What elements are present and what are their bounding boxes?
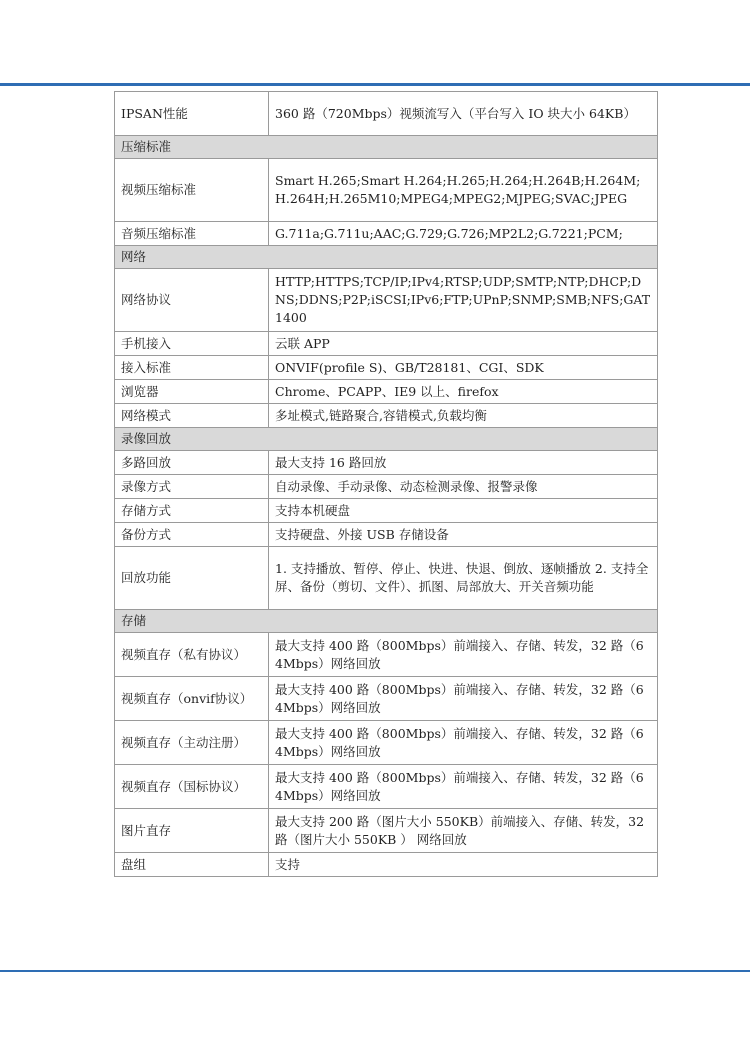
spec-table bbox=[114, 91, 658, 877]
spec-value: 最大支持 400 路（800Mbps）前端接入、存储、转发，32 路（64Mbps）网络回放 bbox=[269, 633, 658, 677]
spec-value: 支持 bbox=[269, 853, 658, 877]
section-title: 录像回放 bbox=[115, 428, 658, 451]
spec-value: G.711a;G.711u;AAC;G.729;G.726;MP2L2;G.7221;PCM; bbox=[269, 222, 658, 246]
section-title: 网络 bbox=[115, 246, 658, 269]
spec-row bbox=[115, 404, 658, 428]
spec-value: 最大支持 400 路（800Mbps）前端接入、存储、转发，32 路（64Mbps）网络回放 bbox=[269, 677, 658, 721]
spec-row bbox=[115, 633, 658, 677]
spec-key: 图片直存 bbox=[115, 809, 269, 853]
spec-value: 最大支持 16 路回放 bbox=[269, 451, 658, 475]
spec-row bbox=[115, 853, 658, 877]
spec-value: 支持硬盘、外接 USB 存储设备 bbox=[269, 523, 658, 547]
spec-row bbox=[115, 677, 658, 721]
spec-value: 最大支持 200 路（图片大小 550KB）前端接入、存储、转发，32 路（图片大小 550KB ） 网络回放 bbox=[269, 809, 658, 853]
spec-row bbox=[115, 380, 658, 404]
spec-value: 多址模式,链路聚合,容错模式,负载均衡 bbox=[269, 404, 658, 428]
footer-rule bbox=[0, 970, 750, 972]
section-row bbox=[115, 610, 658, 633]
spec-value: ONVIF(profile S)、GB/T28181、CGI、SDK bbox=[269, 356, 658, 380]
spec-value: Smart H.265;Smart H.264;H.265;H.264;H.264B;H.264M;H.264H;H.265M10;MPEG4;MPEG2;MJPEG;SVAC;JPEG bbox=[269, 159, 658, 222]
spec-key: 网络协议 bbox=[115, 269, 269, 332]
section-title: 压缩标准 bbox=[115, 136, 658, 159]
spec-key: 盘组 bbox=[115, 853, 269, 877]
spec-row bbox=[115, 222, 658, 246]
spec-key: 视频直存（私有协议） bbox=[115, 633, 269, 677]
spec-key: 多路回放 bbox=[115, 451, 269, 475]
spec-value: 最大支持 400 路（800Mbps）前端接入、存储、转发，32 路（64Mbps）网络回放 bbox=[269, 765, 658, 809]
spec-key: 视频直存（国标协议） bbox=[115, 765, 269, 809]
header-rule bbox=[0, 83, 750, 86]
spec-key: 网络模式 bbox=[115, 404, 269, 428]
spec-key: 存储方式 bbox=[115, 499, 269, 523]
spec-value: 360 路（720Mbps）视频流写入（平台写入 IO 块大小 64KB） bbox=[269, 92, 658, 136]
spec-row bbox=[115, 332, 658, 356]
spec-row bbox=[115, 547, 658, 610]
spec-key: 录像方式 bbox=[115, 475, 269, 499]
spec-value: HTTP;HTTPS;TCP/IP;IPv4;RTSP;UDP;SMTP;NTP;DHCP;DNS;DDNS;P2P;iSCSI;IPv6;FTP;UPnP;SNMP;SMB;NFS;GAT1400 bbox=[269, 269, 658, 332]
spec-value: Chrome、PCAPP、IE9 以上、firefox bbox=[269, 380, 658, 404]
spec-row bbox=[115, 269, 658, 332]
spec-row bbox=[115, 475, 658, 499]
section-row bbox=[115, 246, 658, 269]
spec-key: 接入标准 bbox=[115, 356, 269, 380]
spec-row bbox=[115, 159, 658, 222]
spec-value: 支持本机硬盘 bbox=[269, 499, 658, 523]
spec-row bbox=[115, 356, 658, 380]
spec-value: 云联 APP bbox=[269, 332, 658, 356]
spec-key: 备份方式 bbox=[115, 523, 269, 547]
spec-value: 自动录像、手动录像、动态检测录像、报警录像 bbox=[269, 475, 658, 499]
section-row bbox=[115, 428, 658, 451]
spec-key: 音频压缩标准 bbox=[115, 222, 269, 246]
spec-row bbox=[115, 721, 658, 765]
spec-row bbox=[115, 499, 658, 523]
spec-key: 视频直存（主动注册） bbox=[115, 721, 269, 765]
section-title: 存储 bbox=[115, 610, 658, 633]
spec-key: 视频压缩标准 bbox=[115, 159, 269, 222]
spec-key: 视频直存（onvif协议） bbox=[115, 677, 269, 721]
spec-key: IPSAN性能 bbox=[115, 92, 269, 136]
spec-key: 回放功能 bbox=[115, 547, 269, 610]
spec-row bbox=[115, 523, 658, 547]
spec-key: 浏览器 bbox=[115, 380, 269, 404]
spec-value: 1. 支持播放、暂停、停止、快进、快退、倒放、逐帧播放 2. 支持全屏、备份（剪切、文件）、抓图、局部放大、开关音频功能 bbox=[269, 547, 658, 610]
spec-row bbox=[115, 765, 658, 809]
section-row bbox=[115, 136, 658, 159]
spec-row bbox=[115, 451, 658, 475]
spec-row bbox=[115, 809, 658, 853]
spec-key: 手机接入 bbox=[115, 332, 269, 356]
spec-value: 最大支持 400 路（800Mbps）前端接入、存储、转发，32 路（64Mbps）网络回放 bbox=[269, 721, 658, 765]
spec-row bbox=[115, 92, 658, 136]
